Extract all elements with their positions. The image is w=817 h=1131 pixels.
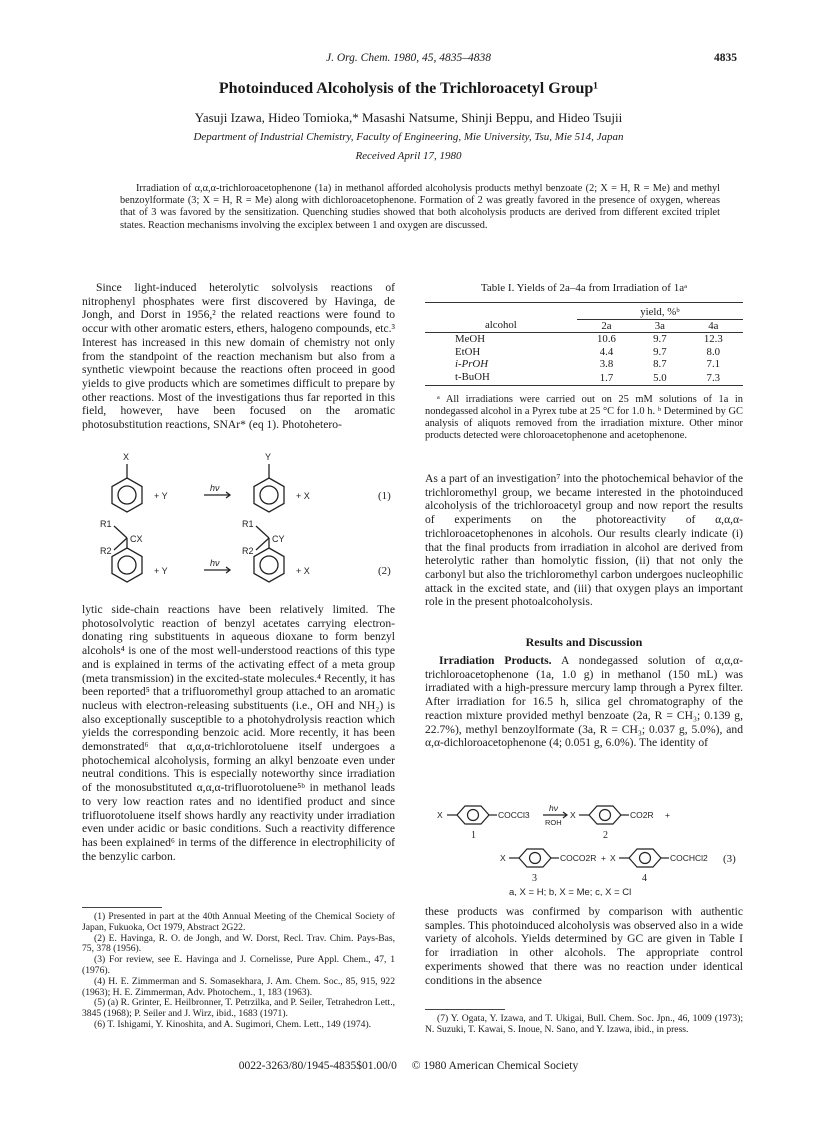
received-date: Received April 17, 1980 [355,150,462,162]
run-in-heading: Irradiation Products. [439,654,552,667]
plus-label-2: + [601,853,606,863]
footnote-7: (7) Y. Ogata, Y. Izawa, and T. Ukigai, Bull. Chem. Soc. Jpn., 46, 1009 (1973); N. Suzuki, T. Kawai, S. Inoue, N. Sano, and Y. Izawa, ibid., in press. [425,1013,743,1035]
table-row: EtOH 4.4 9.7 8.0 [455,345,721,358]
right-column-intro [425,472,743,609]
hv-label: hν [210,483,220,493]
r2-label-2: R2 [242,546,254,556]
leaving-x-label-2: + X [296,566,310,576]
benzene-ring-1 [112,478,142,512]
left-column-intro [82,281,395,432]
table-header-2a: 2a [601,319,612,332]
irradiation-paragraph: Irradiation Products. A nondegassed solution of α,α,α-trichloroacetophenone (1a, 1.0 g) in methanol (150 mL) was irradiated with a high-pressure mercury lamp through a Pyrex filter. After irradiation for 16.5 h, silica gel chromatography of the reaction mixture provided methyl benzoate (2a, R = CH₃; 0.139 g, 22.7%), methyl benzoylformate (3a, R = CH₃; 0.037 g, 5.0%), and α,α-dichloroacetophenone (4; 0.051 g, 6.0%). The identity of [425,654,743,750]
author-list: Yasuji Izawa, Hideo Tomioka,* Masashi Natsume, Shinji Beppu, and Hideo Tsujii [194,110,623,125]
compound-2-number: 2 [603,830,608,841]
x-label-2: X [570,810,576,820]
confirmation-paragraph: these products was confirmed by comparison with authentic samples. This photoinduced alcoholysis was observed also in a wide variety of alcohols. Yields determined by GC are given in Table I for irradiation in other alcohols. The appropriate control experiments showed that there was no reaction under identical conditions in the absence [425,905,743,987]
table-row: t-BuOH 1.7 5.0 7.3 [425,371,743,386]
reagent-y-label-2: + Y [154,566,168,576]
x-label-1: X [437,810,443,820]
right-column-results [425,654,743,750]
compound-4-number: 4 [642,873,647,884]
right-column-end [425,905,743,987]
cocooh-label: COCO2R [560,853,597,863]
abstract: Irradiation of α,α,α-trichloroacetophenone (1a) in methanol afforded alcoholysis products methyl benzoate (2; X = H, R = Me) and methyl benzoylformate (3; X = H, R = Me) along with dichloroacetophenone. Formation of 2 was greatly favored in the presence of oxygen, whereas that of 3 was favored by the sensitization. Quenching studies showed that both alcoholysis products are derived from different excited triplet states. Reaction mechanisms involving the exciplex between 1 and oxygen are discussed. [120,183,720,231]
compound-3-number: 3 [532,873,537,884]
section-heading: Results and Discussion [525,635,643,649]
table-header-4a: 4a [708,319,719,332]
table-header-3a: 3a [654,319,665,332]
r1-label-2: R1 [242,519,254,529]
table-group-header: yield, %ᵇ [577,303,743,320]
intro-paragraph: Since light-induced heterolytic solvolysis reactions of nitrophenyl phosphates were first discovered by Havinga, de Jongh, and Dorst in 1956,² the related reactions were found to occur with other aromatic esters, ethers, halogeno compounds, etc.³ Interest has increased in this new domain of chemistry not only from the standpoint of the reaction mechanism but also from a synthetic viewpoint because the reactions often proceed in good yields to give products which are sometimes difficult to prepare by other reactions. Most of the investigations thus far reported in this field, however, have been focused on the aromatic photosubstitution reactions, SNAr* (eq 1). Photohetero- [82,281,395,432]
cx-label: CX [130,534,143,544]
roh-label: ROH [545,818,562,827]
footnote-rule-right [425,1009,505,1010]
co2r-label: CO2R [630,810,654,820]
substituent-y-label: Y [265,452,272,462]
benzene-ring-4 [254,548,284,582]
r1-label: R1 [100,519,112,529]
equation-3-number: (3) [723,853,736,865]
hv-label-3: hν [549,803,558,813]
equation-2-number: (2) [378,565,391,577]
substituent-x-label: X [123,452,130,462]
reagent-y-label: + Y [154,491,168,501]
benzene-ring-3 [112,548,142,582]
hv-label-2: hν [210,558,220,568]
left-column-continued [82,603,395,863]
table-1-footnote: ᵃ All irradiations were carried out on 25 mM solutions of 1a in nondegassed alcohol in a Pyrex tube at 25 °C for 1.0 h. ᵇ Determined by GC analysis of aliquots removed from the irradiation mixture. Other minor products detected were chloroacetophenone and acetophenone. [425,394,743,441]
article-code: 0022-3263/80/1945-4835$01.00/0 [238,1060,397,1072]
footnote-3: (3) For review, see E. Havinga and J. Cornelisse, Pure Appl. Chem., 47, 1 (1976). [82,954,395,976]
table-header-alcohol: alcohol [485,319,517,332]
footnote-4: (4) H. E. Zimmerman and S. Somasekhara, J. Am. Chem. Soc., 85, 915, 922 (1963); H. E. Zimmerman, Adv. Photochem., 1, 183 (1963). [82,975,395,998]
article-title: Photoinduced Alcoholysis of the Trichloroacetyl Group¹ [218,80,599,97]
plus-label: + [665,810,670,820]
scheme-eq3 [425,798,743,896]
page-number: 4835 [714,52,737,64]
footnote-1: (1) Presented in part at the 40th Annual Meeting of the Chemical Society of Japan, Fukuoka, Oct 1979, Abstract 2G22. [82,911,395,933]
table-1 [425,302,743,386]
footnote-6: (6) T. Ishigami, Y. Kinoshita, and A. Sugimori, Chem. Lett., 149 (1974). [94,1018,372,1030]
affiliation: Department of Industrial Chemistry, Faculty of Engineering, Mie University, Tsu, Mie 514, Japan [193,131,624,143]
x-label-4: X [610,853,616,863]
benzene-ring-2 [254,478,284,512]
bottom-line [0,1060,817,1072]
equation-1-number: (1) [378,490,391,502]
running-header [0,52,817,68]
r2-label: R2 [100,546,112,556]
table-row: i-PrOH 3.8 8.7 7.1 [455,358,721,370]
copyright: © 1980 American Chemical Society [411,1060,579,1072]
leaving-x-label: + X [296,491,310,501]
cy-label: CY [272,534,285,544]
table-row: MeOH 10.6 9.7 12.3 [455,333,723,345]
substituent-key: a, X = H; b, X = Me; c, X = Cl [509,887,632,896]
scheme-eq1-eq2 [82,420,395,595]
footnote-rule-left [82,907,162,908]
cocl3-label: COCCl3 [498,810,530,820]
compound-1-number: 1 [471,830,476,841]
table-1-caption: Table I. Yields of 2a–4a from Irradiation of 1aᵃ [480,282,688,294]
x-label-3: X [500,853,506,863]
footnote-5: (5) (a) R. Grinter, E. Heilbronner, T. Petrzilka, and P. Seiler, Tetrahedron Lett., 3845 (1968); P. Seiler and J. Wirz, ibid., 1683 (1971). [82,997,395,1020]
cochcl2-label: COCHCl2 [670,853,708,863]
investigation-paragraph: As a part of an investigation⁷ into the photochemical behavior of the trichloromethyl group, we became interested in the photoinduced alcoholysis of the trichloroacetyl group and now report the results of experiments on the photoreactivity of α,α,α-trichloroacetophenones in alcohols. Our results clearly indicate (i) that the final products from irradiation in alcohol are derived from heterolytic rather than homolytic fission, (ii) that not only the carbonyl but also the trichloromethyl carbon undergoes nucleophilic attack in the excited state, and (iii) that oxygen plays an important role in the present photoalcoholysis. [425,472,743,609]
journal-citation: J. Org. Chem. 1980, 45, 4835–4838 [325,52,492,64]
footnotes-left [82,912,395,1031]
footnote-2: (2) E. Havinga, R. O. de Jongh, and W. Dorst, Recl. Trav. Chim. Pays-Bas, 75, 378 (1956). [82,932,395,955]
footnotes-right [425,1014,743,1036]
side-chain-paragraph: lytic side-chain reactions have been relatively limited. The photosolvolytic reaction of benzyl acetates carrying electron-donating ring substituents in aqueous dioxane to form benzyl alcohols⁴ is one of the most well-understood reactions of this type and is explained in terms of the activating effect of a meta group (meta transmission) in the excited-state molecules.⁴ Recently, it has been reported⁵ that a trifluoromethyl group attached to an aromatic nucleus with electron-releasing substituents (i.e., OH and NH₂) is also exceptionally susceptible to a photohydrolysis reaction which yields the corresponding benzoic acid. More recently, it has been demonstrated⁶ that α,α,α-trichlorotoluene itself undergoes a photochemical alcoholysis, forming an alkyl benzoate even under neutral conditions. This is especially noteworthy since irradiation of the monosubstituted α,α,α-trifluorotoluene⁵ᵇ in methanol leads to very low reaction rates and no identified product and since trifluorotoluene itself shows hardly any reactivity under irradiation even under acidic or basic conditions. Such a reactivity difference has been explained⁶ in terms of the difference in electrophilicity of the benzylic carbon. [82,603,396,863]
